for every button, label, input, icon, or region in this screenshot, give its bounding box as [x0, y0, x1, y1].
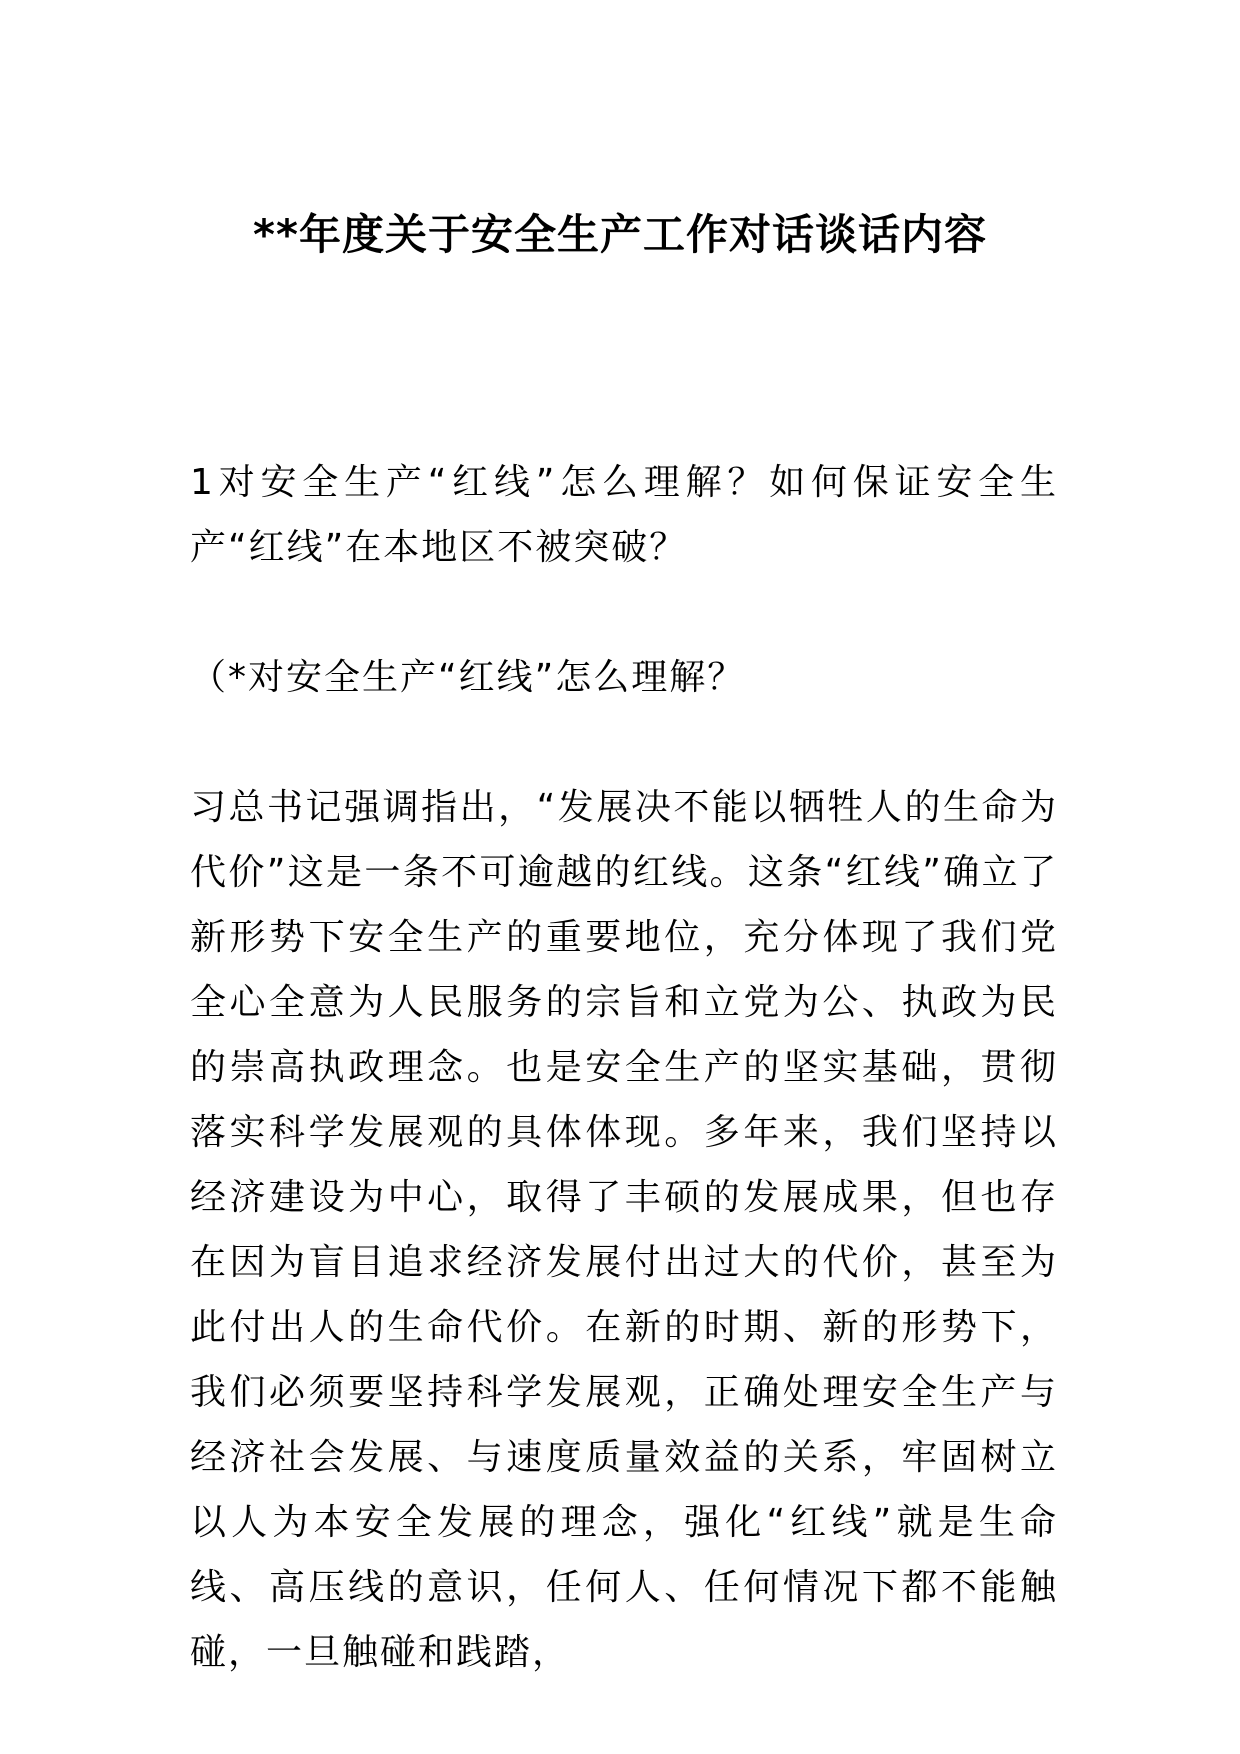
question-heading: 1对安全生产“红线”怎么理解？如何保证安全生产“红线”在本地区不被突破？ — [190, 462, 1058, 568]
subquestion-heading: （*对安全生产“红线”怎么理解？ — [190, 657, 746, 698]
body-paragraph: 习总书记强调指出，“发展决不能以牺牲人的生命为代价”这是一条不可逾越的红线。这条“红线”确立了新形势下安全生产的重要地位，充分体现了我们党全心全意为人民服务的宗旨和立党为公、执政为民的崇高执政理念。也是安全生产的坚实基础，贯彻落实科学发展观的具体体现。多年来，我们坚持以经济建设为中心，取得了丰硕的发展成果，但也存在因为盲目追求经济发展付出过大的代价，甚至为此付出人的生命代价。在新的时期、新的形势下，我们必须要坚持科学发展观，正确处理安全生产与经济社会发展、与速度质量效益的关系，牢固树立以人为本安全发展的理念，强化“红线”就是生命线、高压线的意识，任何人、任何情况下都不能触碰，一旦触碰和践踏， — [190, 787, 1058, 1673]
document-title: **年度关于安全生产工作对话谈话内容 — [253, 210, 987, 259]
